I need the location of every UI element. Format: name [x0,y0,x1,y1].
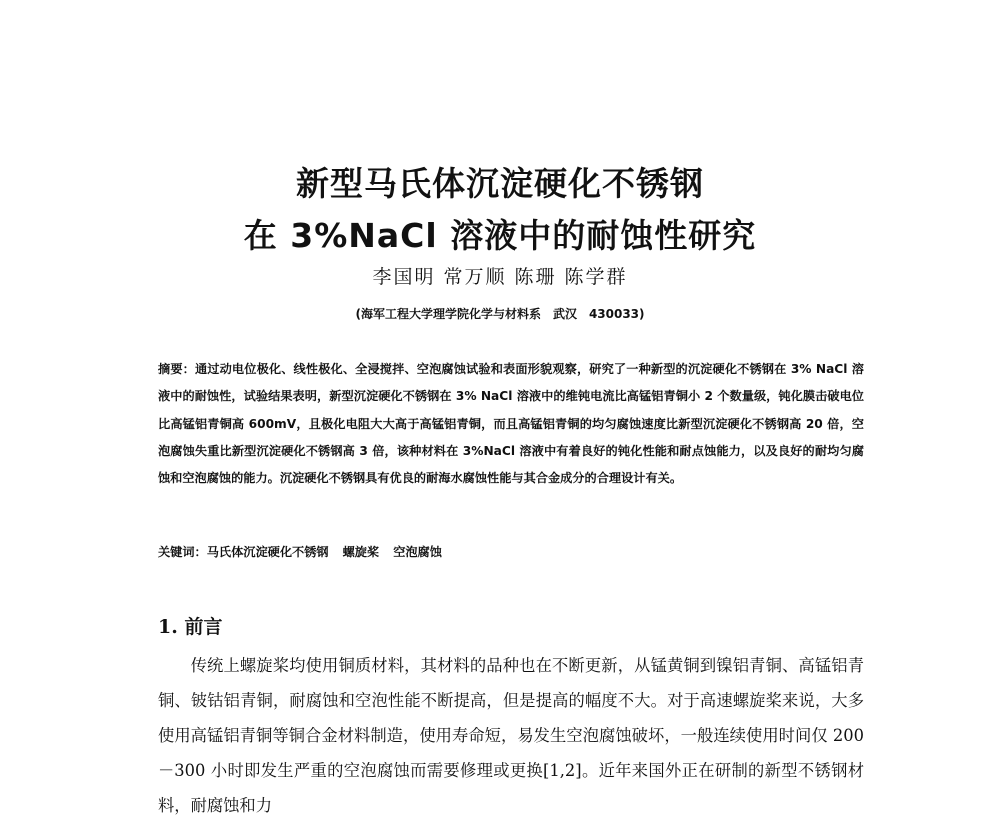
abstract-text: 通过动电位极化、线性极化、全浸搅拌、空泡腐蚀试验和表面形貌观察，研究了一种新型的沉淀硬化不锈钢在 3% NaCl 溶液中的耐蚀性，试验结果表明，新型沉淀硬化不锈钢在 3% NaCl 溶液中的维钝电流比高锰铝青铜小 2 个数量级，钝化膜击破电位比高锰铝青铜高 600mV，且极化电阻大大高于高锰铝青铜，而且高锰铝青铜的均匀腐蚀速度比新型沉淀硬化不锈钢高 20 倍，空泡腐蚀失重比新型沉淀硬化不锈钢高 3 倍，该种材料在 3%NaCl 溶液中有着良好的钝化性能和耐点蚀能力，以及良好的耐均匀腐蚀和空泡腐蚀的能力。沉淀硬化不锈钢具有优良的耐海水腐蚀性能与其合金成分的合理设计有关。 [158,362,864,486]
keywords-label: 关键词： [158,545,207,559]
authors: 李国明 常万顺 陈珊 陈学群 [372,266,628,288]
affiliation: (海军工程大学理学院化学与材料系 武汉 430033) [355,307,645,321]
keywords [158,543,456,560]
keyword: 马氏体沉淀硬化不锈钢 [206,545,329,559]
keyword: 螺旋桨 [342,545,380,559]
title-line-2: 在 3%NaCl 溶液中的耐蚀性研究 [243,216,757,255]
section-heading: 1. 前言 [158,616,223,638]
section-body: 传统上螺旋桨均使用铜质材料，其材料的品种也在不断更新，从锰黄铜到镍铝青铜、高锰铝青铜、铍钴铝青铜，耐腐蚀和空泡性能不断提高，但是提高的幅度不大。对于高速螺旋桨来说，大多使用高锰铝青铜等铜合金材料制造，使用寿命短，易发生空泡腐蚀破坏，一般连续使用时间仅 200－300 小时即发生严重的空泡腐蚀而需要修理或更换[1,2]。近年来国外正在研制的新型不锈钢材料，耐腐蚀和力 [158,656,864,815]
title-line-1: 新型马氏体沉淀硬化不锈钢 [296,164,704,203]
abstract [158,356,864,492]
keyword: 空泡腐蚀 [393,545,442,559]
abstract-label: 摘要： [158,362,195,376]
